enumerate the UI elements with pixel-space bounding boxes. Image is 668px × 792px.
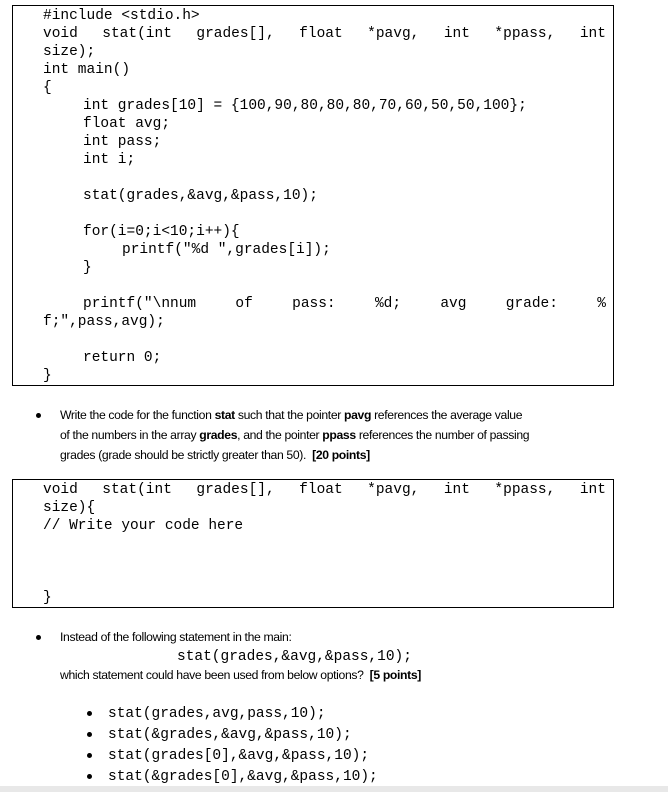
code-printf-line	[83, 295, 606, 313]
code-printf-cont: f;",pass,avg);	[43, 314, 165, 330]
proto-word: grades[],	[196, 482, 275, 498]
code-prototype-cont: size);	[43, 44, 96, 60]
proto-word: float	[299, 26, 343, 42]
proto-word: *pavg,	[367, 482, 420, 498]
proto-word: int	[443, 482, 470, 498]
proto-word: *ppass,	[494, 26, 556, 42]
proto-word: int	[579, 26, 606, 42]
printf-word: avg	[440, 296, 467, 312]
question2-points: [5 points]	[369, 668, 421, 682]
proto-word: void	[43, 482, 78, 498]
proto-word: *ppass,	[494, 482, 556, 498]
proto-word: int	[443, 26, 470, 42]
page-bottom-edge	[0, 786, 668, 792]
question2-statement: stat(grades,&avg,&pass,10);	[177, 649, 412, 665]
answer-comment: // Write your code here	[43, 518, 244, 534]
code-include: #include <stdio.h>	[43, 8, 200, 24]
option-1: stat(grades,avg,pass,10);	[108, 706, 326, 722]
code-for-body: printf("%d ",grades[i]);	[122, 242, 331, 258]
code-for-head: for(i=0;i<10;i++){	[83, 224, 240, 240]
option-3: stat(grades[0],&avg,&pass,10);	[108, 748, 370, 764]
bullet-icon	[87, 753, 92, 758]
code-return: return 0;	[83, 350, 162, 366]
question1-line3: grades (grade should be strictly greater than 50). [20 points]	[60, 448, 370, 462]
printf-word: %	[597, 296, 606, 312]
code-decl-grades: int grades[10] = {100,90,80,80,80,70,60,50,50,100};	[83, 98, 527, 114]
question1-line2: of the numbers in the array grades, and the pointer ppass references the number of passing	[60, 428, 530, 442]
bullet-icon	[87, 711, 92, 716]
answer-prototype-line	[43, 481, 606, 499]
bullet-icon	[36, 413, 41, 418]
bullet-icon	[87, 774, 92, 779]
code-decl-pass: int pass;	[83, 134, 162, 150]
question2-line3: which statement could have been used from below options? [5 points]	[60, 668, 421, 682]
option-4: stat(&grades[0],&avg,&pass,10);	[108, 769, 378, 785]
proto-word: int	[579, 482, 606, 498]
printf-word: of	[235, 296, 253, 312]
printf-word: pass:	[292, 296, 336, 312]
proto-word: grades[],	[196, 26, 275, 42]
proto-word: void	[43, 26, 78, 42]
code-decl-i: int i;	[83, 152, 136, 168]
proto-word: *pavg,	[367, 26, 420, 42]
proto-word: stat(int	[102, 482, 172, 498]
code-close-brace: }	[43, 368, 52, 384]
code-main-signature: int main()	[43, 62, 131, 78]
code-open-brace: {	[43, 80, 52, 96]
code-prototype-line	[43, 25, 606, 43]
answer-close-brace: }	[43, 590, 52, 606]
question2-line1: Instead of the following statement in the main:	[60, 630, 292, 644]
answer-prototype-cont: size){	[43, 500, 96, 516]
printf-word: grade:	[505, 296, 558, 312]
proto-word: float	[299, 482, 343, 498]
proto-word: stat(int	[102, 26, 172, 42]
bullet-icon	[87, 732, 92, 737]
printf-word: %d;	[374, 296, 402, 312]
code-call-stat: stat(grades,&avg,&pass,10);	[83, 188, 318, 204]
code-decl-avg: float avg;	[83, 116, 171, 132]
question1-line1: Write the code for the function stat such that the pointer pavg references the average value	[60, 408, 523, 422]
question1-points: [20 points]	[312, 448, 370, 462]
printf-word: printf("\nnum	[83, 296, 197, 312]
bullet-icon	[36, 635, 41, 640]
code-for-close: }	[83, 260, 92, 276]
option-2: stat(&grades,&avg,&pass,10);	[108, 727, 352, 743]
